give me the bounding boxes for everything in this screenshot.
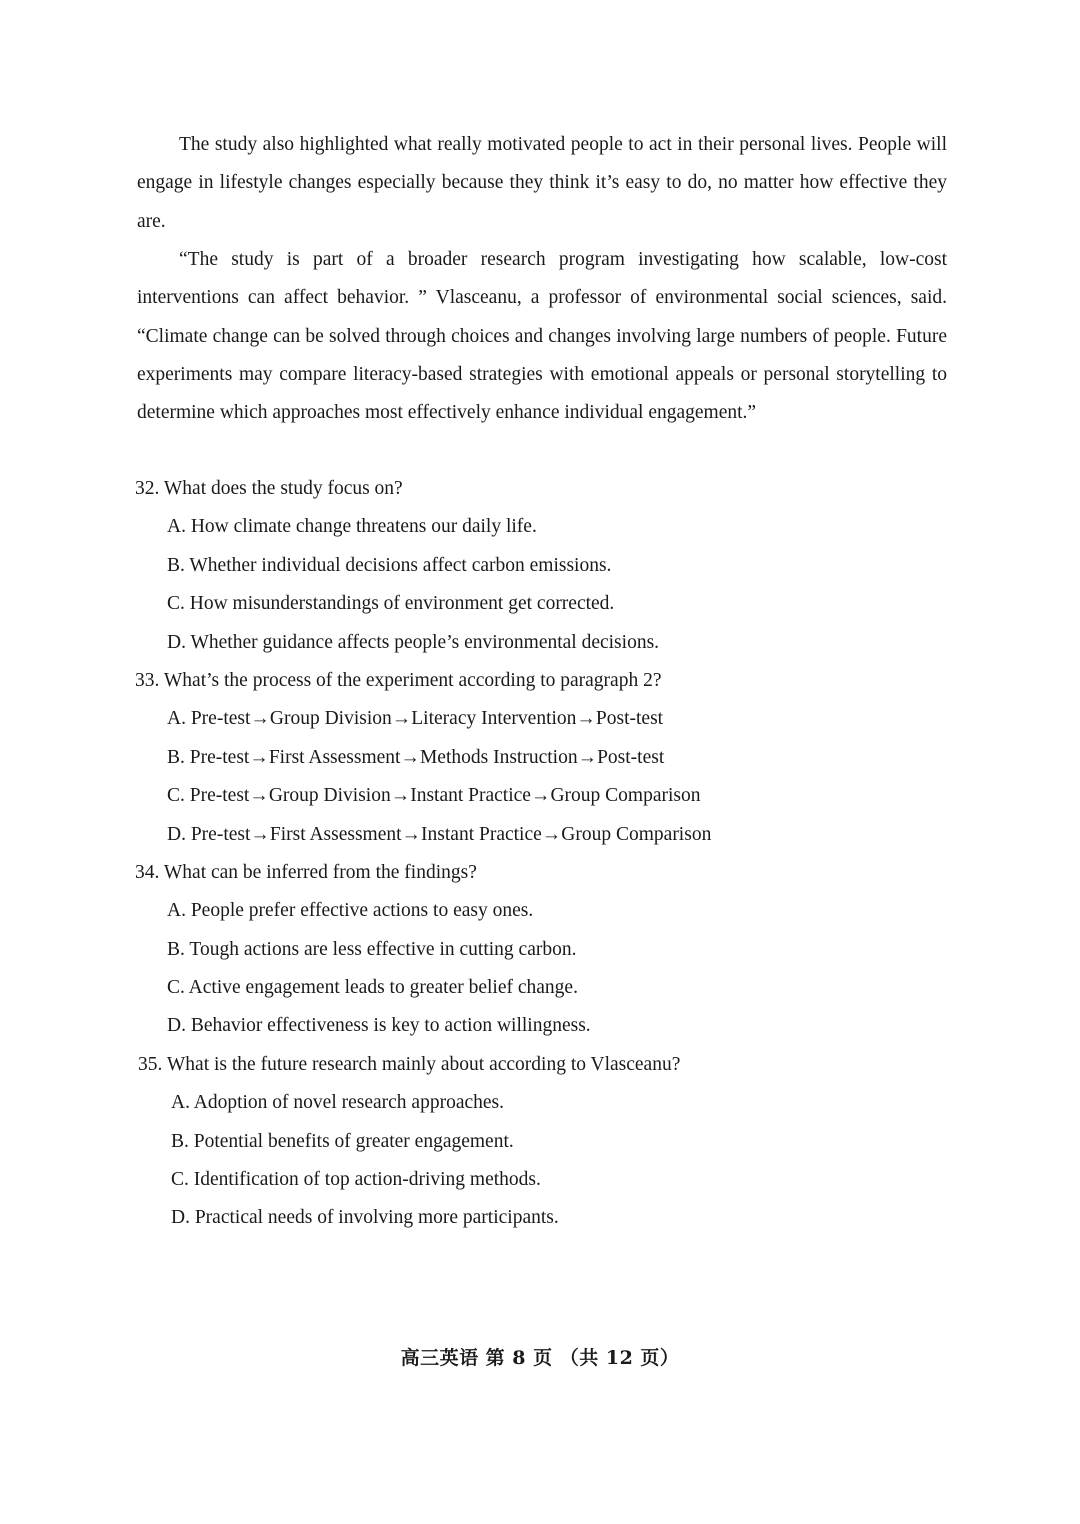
question-stem: 33. What’s the process of the experiment according to paragraph 2? [135, 669, 662, 691]
question-stem: 34. What can be inferred from the findings? [135, 861, 477, 883]
passage-paragraph: “The study is part of a broader research program investigating how scalable, low-cost interventions can affect behavior. ” Vlasceanu, a professor of environmental social sciences, said. “Climate change can be solved through choices and changes involving large numbers of people. Future experiments may compare literacy-based strategies with emotional appeals or personal storytelling to determine which approaches most effectively enhance individual engagement.” [137, 249, 947, 424]
passage-paragraph: The study also highlighted what really motivated people to act in their personal lives. People will engage in lifestyle changes especially because they think it’s easy to do, no matter how effective they are. [137, 134, 947, 232]
option-a: A. Pre-test→Group Division→Literacy Intervention→Post-test [167, 708, 664, 730]
option-b: B. Tough actions are less effective in cutting carbon. [167, 938, 577, 960]
option-d: D. Practical needs of involving more participants. [171, 1207, 559, 1229]
option-a: A. How climate change threatens our daily life. [167, 516, 537, 538]
option-a: A. People prefer effective actions to easy ones. [167, 900, 534, 922]
option-a: A. Adoption of novel research approaches. [171, 1092, 505, 1114]
question-35 [0, 1046, 1080, 1238]
question-list [0, 470, 1080, 1238]
question-stem: 32. What does the study focus on? [135, 478, 403, 499]
option-b: B. Pre-test→First Assessment→Methods Instruction→Post-test [167, 746, 665, 768]
question-33 [0, 662, 1080, 854]
option-c: C. Active engagement leads to greater belief change. [167, 977, 578, 999]
option-c: C. How misunderstandings of environment get corrected. [167, 593, 615, 615]
question-stem: 35. What is the future research mainly about according to Vlasceanu? [138, 1053, 681, 1075]
option-d: D. Behavior effectiveness is key to action willingness. [167, 1015, 591, 1037]
option-d: D. Pre-test→First Assessment→Instant Practice→Group Comparison [167, 823, 712, 845]
option-c: C. Identification of top action-driving methods. [171, 1169, 541, 1191]
option-b: B. Potential benefits of greater engagement. [171, 1130, 514, 1152]
page-footer: 高三英语 第 8 页 （共 12 页） [400, 1347, 680, 1369]
question-32 [0, 470, 1080, 662]
option-d: D. Whether guidance affects people’s environmental decisions. [167, 631, 660, 653]
question-34 [0, 854, 1080, 1046]
option-c: C. Pre-test→Group Division→Instant Practice→Group Comparison [167, 785, 701, 807]
option-b: B. Whether individual decisions affect carbon emissions. [167, 554, 612, 576]
